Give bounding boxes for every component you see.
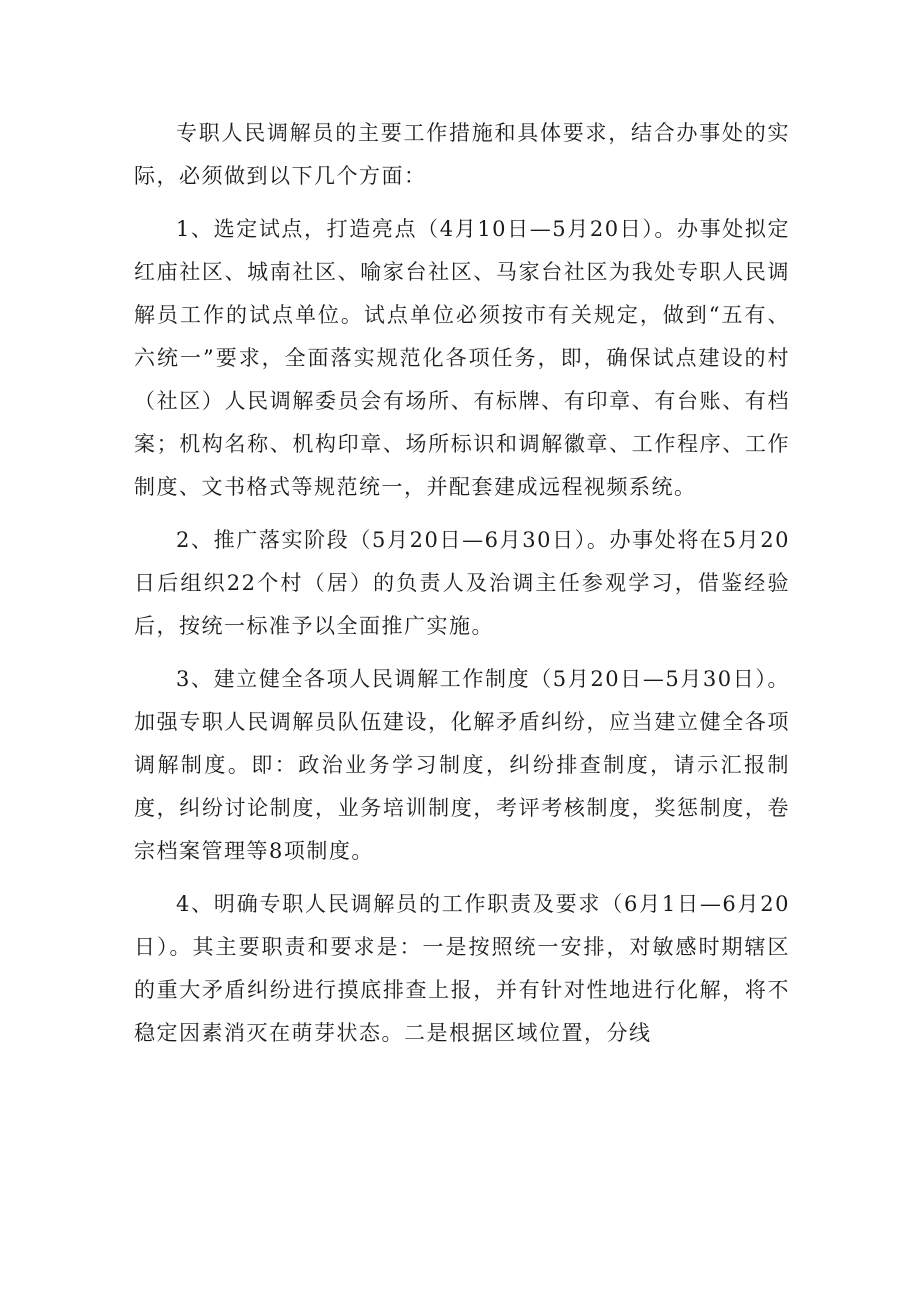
paragraph-item-4: 4、明确专职人民调解员的工作职责及要求（6月1日—6月20日）。其主要职责和要求是：一是按照统一安排，对敏感时期辖区的重大矛盾纠纷进行摸底排查上报，并有针对性地进行化解，将不稳定因素消灭在萌芽状态。二是根据区域位置，分线 [134, 892, 790, 1045]
paragraph-item-3: 3、建立健全各项人民调解工作制度（5月20日—5月30日）。加强专职人民调解员队伍建设，化解矛盾纠纷，应当建立健全各项调解制度。即：政治业务学习制度，纠纷排查制度，请示汇报制度，纠纷讨论制度，业务培训制度，考评考核制度，奖惩制度，卷宗档案管理等8项制度。 [134, 667, 790, 863]
paragraph-intro: 专职人民调解员的主要工作措施和具体要求，结合办事处的实际，必须做到以下几个方面： [134, 121, 790, 188]
paragraph-item-1: 1、选定试点，打造亮点（4月10日—5月20日）。办事处拟定红庙社区、城南社区、喻家台社区、马家台社区为我处专职人民调解员工作的试点单位。试点单位必须按市有关规定，做到“五有、六统一”要求，全面落实规范化各项任务，即，确保试点建设的村（社区）人民调解委员会有场所、有标牌、有印章、有台账、有档案；机构名称、机构印章、场所标识和调解徽章、工作程序、工作制度、文书格式等规范统一，并配套建成远程视频系统。 [134, 217, 790, 499]
paragraph-item-2: 2、推广落实阶段（5月20日—6月30日）。办事处将在5月20日后组织22个村（居）的负责人及治调主任参观学习，借鉴经验后，按统一标准予以全面推广实施。 [134, 528, 790, 638]
document-body [134, 112, 790, 1065]
